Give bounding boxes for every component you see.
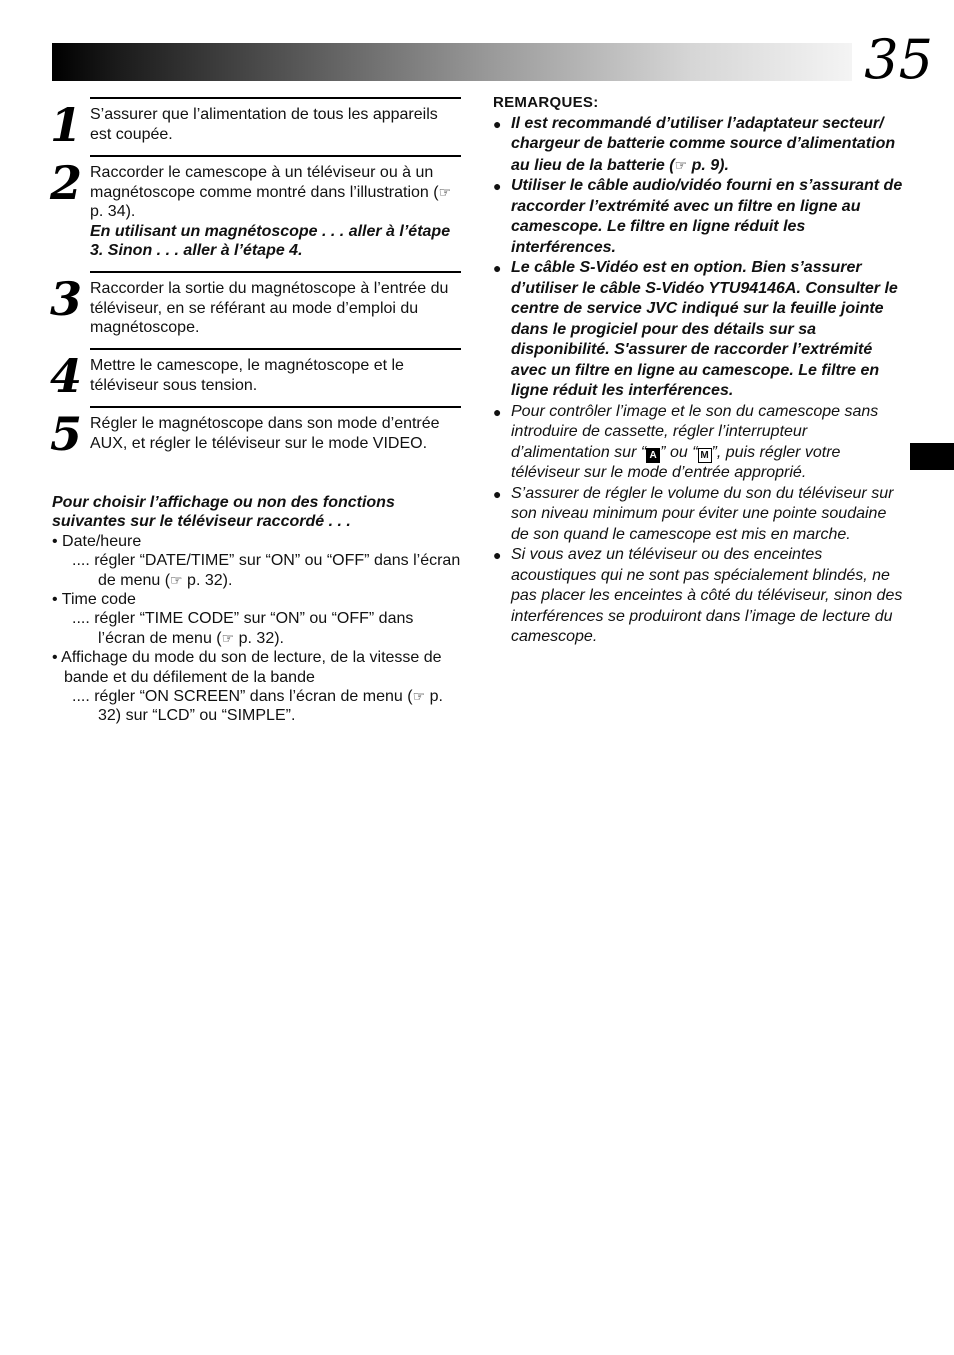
remark-item <box>493 545 908 648</box>
instruction-text: p. 32) sur “LCD” ou “SIMPLE”. <box>98 688 443 725</box>
remark-item <box>493 484 908 546</box>
bullet-icon: ● <box>493 547 502 563</box>
step-text: Mettre le camescope, le magnétoscope et le téléviseur sous tension. <box>90 357 404 394</box>
step-number: 4 <box>50 349 83 403</box>
remark-text: Utiliser le câble audio/vidéo fourni en s’assurant de raccorder l’extrémité avec un filtre en ligne au camescope. Le filtre en ligne réduit les interférences. <box>511 177 903 256</box>
step-text: S’assurer que l’alimentation de tous les appareils est coupée. <box>90 106 438 143</box>
option-item-label: • Date/heure <box>52 532 142 550</box>
page-reference-icon: ☞ <box>674 156 688 173</box>
option-item-instruction <box>52 687 462 726</box>
header-gradient-bar <box>52 43 852 81</box>
option-item-label: • Affichage du mode du son de lecture, de la vitesse de bande et du défilement de la bande <box>52 649 442 686</box>
remark-text: Si vous avez un téléviseur ou des enceintes acoustiques qui ne sont pas spécialement blindés, ne pas placer les enceintes à côté du téléviseur, sinon des interférences se produiront dans l’image de lecture du camescope. <box>511 546 903 645</box>
step-number: 2 <box>50 156 83 210</box>
page-reference-icon: ☞ <box>221 629 235 646</box>
options-title: Pour choisir l’affichage ou non des fonctions suivantes sur le téléviseur raccordé . . . <box>52 494 395 531</box>
bullet-icon: ● <box>493 178 502 194</box>
page-number: 35 <box>864 28 933 91</box>
instruction-text: .... régler “TIME CODE” sur “ON” ou “OFF” dans l’écran de menu ( <box>72 610 414 647</box>
page-reference-icon: ☞ <box>170 571 183 588</box>
page-reference-icon: ☞ <box>438 183 452 200</box>
remarks-heading: REMARQUES: <box>493 94 599 111</box>
page-reference-icon: ☞ <box>412 688 426 705</box>
remarks-section <box>493 93 908 648</box>
divider <box>90 271 461 273</box>
manual-mode-icon: M <box>698 448 712 463</box>
instruction-text: .... régler “ON SCREEN” dans l’écran de menu ( <box>72 688 413 706</box>
option-item-instruction <box>52 609 462 648</box>
option-item-instruction <box>52 551 462 590</box>
display-options-section <box>52 493 462 726</box>
remark-item <box>493 258 908 402</box>
bullet-icon: ● <box>493 115 502 132</box>
step-number: 3 <box>50 272 83 326</box>
step-text-part: p. 34). <box>90 203 136 220</box>
step-bold-note: En utilisant un magnétoscope . . . aller à l’étape 3. Sinon . . . aller à l’étape 4. <box>90 222 451 259</box>
bullet-icon: ● <box>493 260 502 276</box>
divider <box>90 155 461 157</box>
remark-text: S’assurer de régler le volume du son du téléviseur sur son niveau minimum pour éviter une pointe soudaine de son quand le camescope est mis en marche. <box>511 484 894 543</box>
divider <box>90 348 461 350</box>
remark-text: p. 9). <box>687 156 729 174</box>
remark-item <box>493 176 908 258</box>
step-text: Raccorder la sortie du magnétoscope à l’entrée du téléviseur, en se référant au mode d’emploi du magnétoscope. <box>90 280 449 336</box>
divider <box>90 406 461 408</box>
step-text-part: Raccorder le camescope à un téléviseur ou à un magnétoscope comme montré dans l’illustration ( <box>90 164 439 201</box>
auto-mode-icon: A <box>646 448 660 463</box>
instruction-text: p. 32). <box>182 571 233 589</box>
remark-text: ” ou “ <box>660 443 698 461</box>
remark-text: Le câble S-Vidéo est en option. Bien s’assurer d’utiliser le câble S-Vidéo YTU94146A. Consulter le centre de service JVC indiqué sur la feuille jointe dans le progiciel pour des détails sur sa disponibilité. S'assurer de raccorder l’extrémité avec un filtre en ligne au camescope. Le filtre en ligne réduit les interférences. <box>511 259 898 399</box>
remark-text: Pour contrôler l’image et le son du camescope sans introduire de cassette, régler l’interrupteur d’alimentation sur “ <box>511 402 879 461</box>
bullet-icon: ● <box>493 403 502 420</box>
step-number: 5 <box>50 407 83 461</box>
bullet-icon: ● <box>493 485 502 502</box>
remark-text: ”, puis régler votre téléviseur sur le mode d’entrée approprié. <box>511 443 841 481</box>
remark-text: Il est recommandé d’utiliser l’adaptateur secteur/ chargeur de batterie comme source d’alimentation au lieu de la batterie ( <box>511 114 896 174</box>
step-text: Régler le magnétoscope dans son mode d’entrée AUX, et régler le téléviseur sur le mode VIDEO. <box>90 415 440 452</box>
step-number: 1 <box>50 98 83 152</box>
option-item-label: • Time code <box>52 591 136 609</box>
remark-item <box>493 114 908 177</box>
step-text <box>90 163 461 261</box>
remark-item <box>493 402 908 484</box>
instruction-text: .... régler “DATE/TIME” sur “ON” ou “OFF” dans l’écran de menu ( <box>72 552 461 589</box>
divider <box>90 97 461 99</box>
section-tab-marker <box>910 443 954 470</box>
instruction-text: p. 32). <box>234 629 284 647</box>
